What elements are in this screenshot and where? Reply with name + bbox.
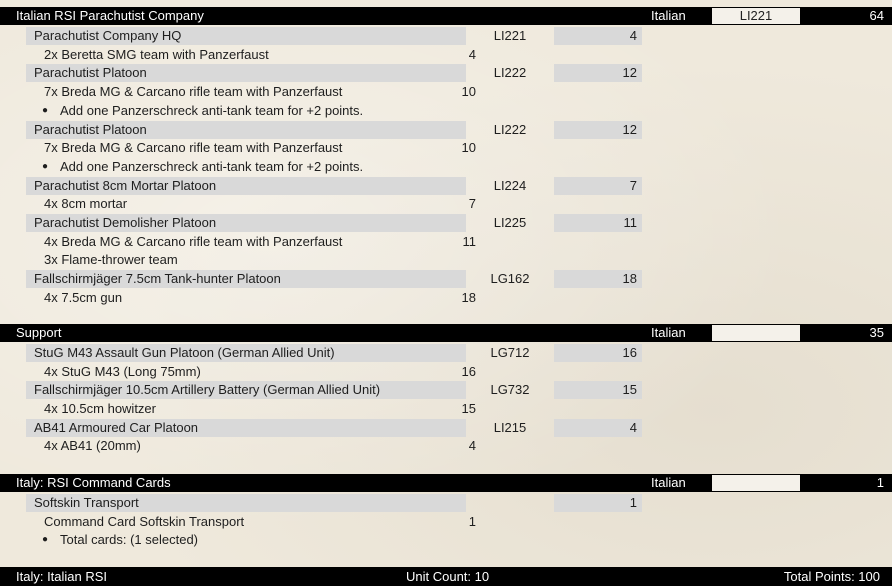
option-row xyxy=(26,513,476,531)
unit-code: LI225 xyxy=(493,215,527,230)
unit-row[interactable] xyxy=(26,177,642,195)
unit-code: LI224 xyxy=(493,178,527,193)
unit-row[interactable] xyxy=(26,27,642,45)
section-nation: Italian xyxy=(651,475,686,490)
section-points: 64 xyxy=(869,8,884,23)
unit-name: Softskin Transport xyxy=(34,495,139,510)
unit-code: LG162 xyxy=(490,271,530,286)
unit-code: LI222 xyxy=(493,65,527,80)
bullet-dot-icon: ● xyxy=(42,161,49,172)
bullet-text: Add one Panzerschreck anti-tank team for +2 points. xyxy=(60,103,364,118)
bullet-row xyxy=(42,531,442,549)
section-nation: Italian xyxy=(651,8,686,23)
unit-name: Parachutist 8cm Mortar Platoon xyxy=(34,178,217,193)
unit-name: AB41 Armoured Car Platoon xyxy=(34,420,199,435)
unit-code: LI215 xyxy=(493,420,527,435)
option-text: 4x 10.5cm howitzer xyxy=(44,401,156,416)
option-value: 16 xyxy=(461,364,476,379)
unit-name: Fallschirmjäger 7.5cm Tank-hunter Platoon xyxy=(34,271,281,286)
footer-total-points: Total Points: 100 xyxy=(783,569,880,584)
unit-code-background xyxy=(466,494,554,512)
unit-points: 4 xyxy=(629,420,637,435)
option-row xyxy=(26,195,476,213)
option-row xyxy=(26,437,476,455)
section-points: 1 xyxy=(876,475,884,490)
footer-army-name: Italy: Italian RSI xyxy=(16,569,108,584)
option-value: 10 xyxy=(461,140,476,155)
section-nation: Italian xyxy=(651,325,686,340)
unit-row[interactable] xyxy=(26,64,642,82)
option-value: 15 xyxy=(461,401,476,416)
unit-row[interactable] xyxy=(26,381,642,399)
unit-row[interactable] xyxy=(26,214,642,232)
unit-code: LI222 xyxy=(493,122,527,137)
unit-points: 7 xyxy=(629,178,637,193)
option-text: 3x Flame-thrower team xyxy=(44,252,178,267)
option-text: 4x StuG M43 (Long 75mm) xyxy=(44,364,201,379)
unit-points: 4 xyxy=(629,28,637,43)
option-text: 7x Breda MG & Carcano rifle team with Panzerfaust xyxy=(44,140,343,155)
unit-code: LG732 xyxy=(490,382,530,397)
section-title: Italian RSI Parachutist Company xyxy=(16,8,204,23)
option-text: 4x AB41 (20mm) xyxy=(44,438,141,453)
option-value: 11 xyxy=(462,234,476,249)
option-row xyxy=(26,400,476,418)
bullet-dot-icon: ● xyxy=(42,105,49,116)
option-value: 10 xyxy=(461,84,476,99)
unit-points: 11 xyxy=(623,215,637,230)
unit-row[interactable] xyxy=(26,121,642,139)
unit-code: LG712 xyxy=(490,345,530,360)
bullet-dot-icon: ● xyxy=(42,534,49,545)
option-text: 2x Beretta SMG team with Panzerfaust xyxy=(44,47,269,62)
unit-name: Parachutist Demolisher Platoon xyxy=(34,215,217,230)
unit-row[interactable] xyxy=(26,494,642,512)
unit-row[interactable] xyxy=(26,270,642,288)
section-code xyxy=(712,475,800,491)
section-title: Italy: RSI Command Cards xyxy=(16,475,171,490)
section-code xyxy=(712,325,800,341)
unit-code: LI221 xyxy=(493,28,527,43)
section-points: 35 xyxy=(869,325,884,340)
option-text: Command Card Softskin Transport xyxy=(44,514,245,529)
option-row xyxy=(26,83,476,101)
option-row xyxy=(26,289,476,307)
section-code: LI221 xyxy=(712,8,800,24)
option-row xyxy=(26,251,476,269)
unit-name: Parachutist Platoon xyxy=(34,122,147,137)
option-value: 1 xyxy=(468,514,476,529)
option-row xyxy=(26,233,476,251)
footer-bar xyxy=(0,567,892,586)
unit-points: 16 xyxy=(622,345,637,360)
section-header xyxy=(0,7,892,25)
option-row xyxy=(26,46,476,64)
unit-points: 12 xyxy=(622,122,637,137)
unit-name: Parachutist Company HQ xyxy=(34,28,182,43)
bullet-row xyxy=(42,102,442,120)
unit-points: 15 xyxy=(622,382,637,397)
unit-points: 1 xyxy=(629,495,637,510)
option-row xyxy=(26,363,476,381)
unit-points: 18 xyxy=(622,271,637,286)
bullet-row xyxy=(42,158,442,176)
option-text: 4x 8cm mortar xyxy=(44,196,128,211)
section-header xyxy=(0,324,892,342)
option-text: 7x Breda MG & Carcano rifle team with Panzerfaust xyxy=(44,84,343,99)
option-value: 4 xyxy=(468,438,476,453)
bullet-text: Add one Panzerschreck anti-tank team for +2 points. xyxy=(60,159,364,174)
unit-row[interactable] xyxy=(26,419,642,437)
unit-name: Fallschirmjäger 10.5cm Artillery Battery (German Allied Unit) xyxy=(34,382,381,397)
section-header xyxy=(0,474,892,492)
option-value: 18 xyxy=(461,290,476,305)
unit-row[interactable] xyxy=(26,344,642,362)
bullet-text: Total cards: (1 selected) xyxy=(60,532,199,547)
option-row xyxy=(26,139,476,157)
option-value: 4 xyxy=(468,47,476,62)
unit-name: StuG M43 Assault Gun Platoon (German Allied Unit) xyxy=(34,345,335,360)
option-text: 4x 7.5cm gun xyxy=(44,290,123,305)
footer-unit-count: Unit Count: 10 xyxy=(406,569,490,584)
unit-name: Parachutist Platoon xyxy=(34,65,147,80)
section-title: Support xyxy=(16,325,62,340)
option-text: 4x Breda MG & Carcano rifle team with Panzerfaust xyxy=(44,234,343,249)
option-value: 7 xyxy=(468,196,476,211)
unit-points: 12 xyxy=(622,65,637,80)
